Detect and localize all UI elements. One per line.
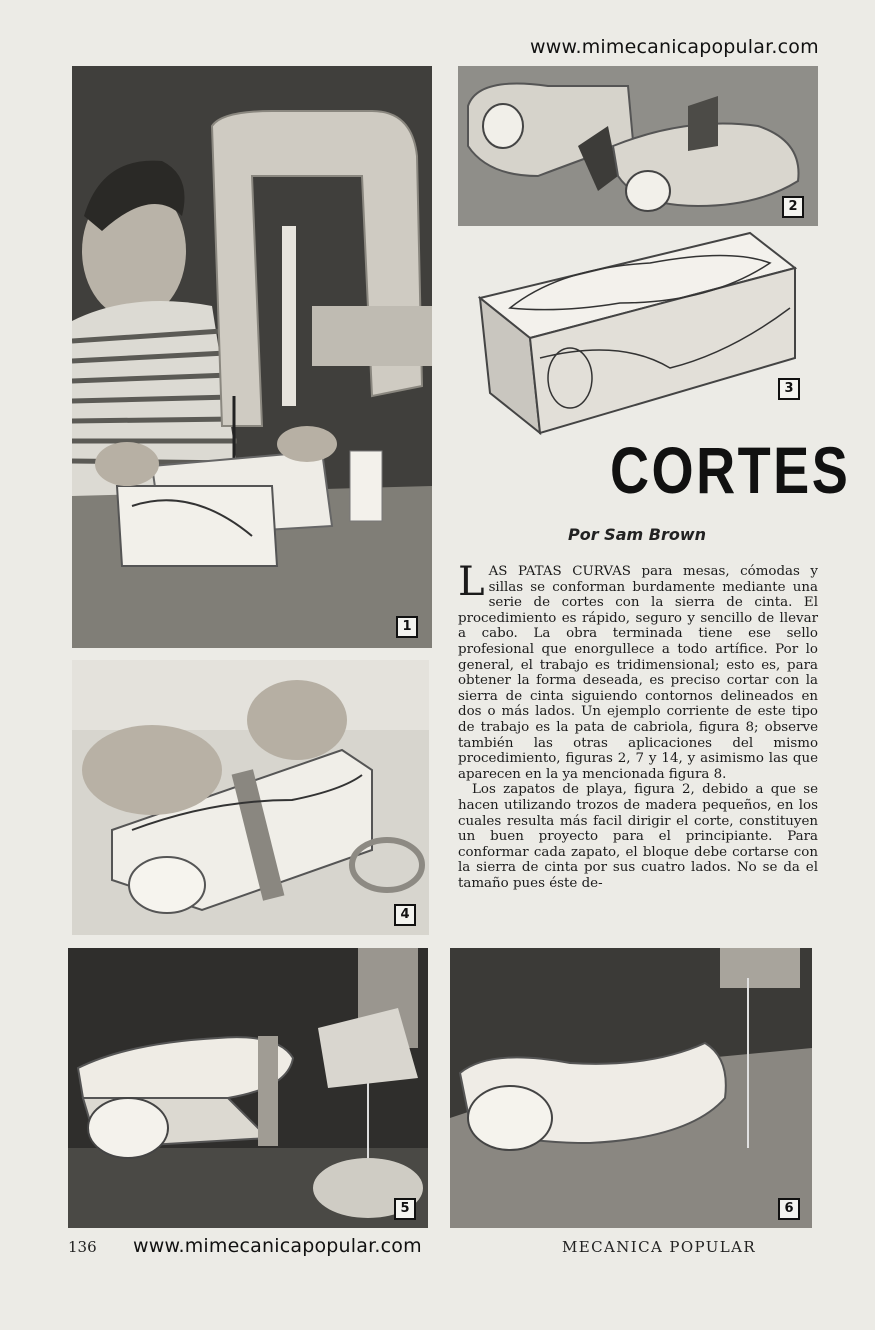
bandsaw-photo	[72, 66, 432, 648]
illustration-figure-3	[470, 228, 810, 438]
magazine-name: MECANICA POPULAR	[562, 1238, 757, 1256]
photo-figure-6	[450, 948, 812, 1228]
article-byline: Por Sam Brown	[568, 525, 706, 544]
article-body	[458, 559, 818, 891]
taping-block-photo	[72, 660, 429, 935]
paragraph-1-text: AS PATAS CURVAS para mesas, cómodas y sillas se conforman burdamente mediante una serie de cortes con la sierra de cinta. El procedimiento es rápido, seguro y sencillo de llevar a cabo. La obra terminada tiene ese sello profesional que enorgullece a todo artífice. Por lo general, el trabajo es tridimensional; esto es, para obtener la forma deseada, es preciso cortar con la sierra de cinta siguiendo contornos delineados en dos o más lados. Un ejemplo corriente de este tipo de trabajo es la pata de cabriola, figura 8; observe también las otras aplicaciones del mismo procedimiento, figuras 2, 7 y 14, y asimismo las que aparecen en la ya mencionada figura 8.	[458, 564, 818, 782]
photo-figure-5	[68, 948, 428, 1228]
figure-number-6: 6	[778, 1198, 800, 1220]
cutting-shoe-photo	[68, 948, 428, 1228]
article-title: CORTES	[610, 433, 851, 507]
watermark-bottom: www.mimecanicapopular.com	[133, 1235, 422, 1257]
figure-number-3: 3	[778, 378, 800, 400]
figure-number-2: 2	[782, 196, 804, 218]
paragraph-2: Los zapatos de playa, figura 2, debido a que se hacen utilizando trozos de madera pequeños, en los cuales resulta más facil dirigir el corte, constituyen un buen proyecto para el principiante. Para conformar cada zapato, el bloque debe cortarse con la sierra de cinta por sus cuatro lados. No se da el tamaño pues éste de-	[458, 782, 818, 891]
watermark-top: www.mimecanicapopular.com	[530, 36, 819, 58]
figure-number-4: 4	[394, 904, 416, 926]
page-number: 136	[68, 1238, 97, 1256]
figure-number-5: 5	[394, 1198, 416, 1220]
wood-block-drawing	[470, 228, 810, 438]
photo-figure-4	[72, 660, 429, 935]
beach-shoes-photo	[458, 66, 818, 226]
photo-figure-2	[458, 66, 818, 226]
drop-cap: L	[458, 559, 485, 605]
figure-number-1: 1	[396, 616, 418, 638]
paragraph-1	[458, 559, 818, 782]
finished-shoe-photo	[450, 948, 812, 1228]
photo-figure-1	[72, 66, 432, 648]
